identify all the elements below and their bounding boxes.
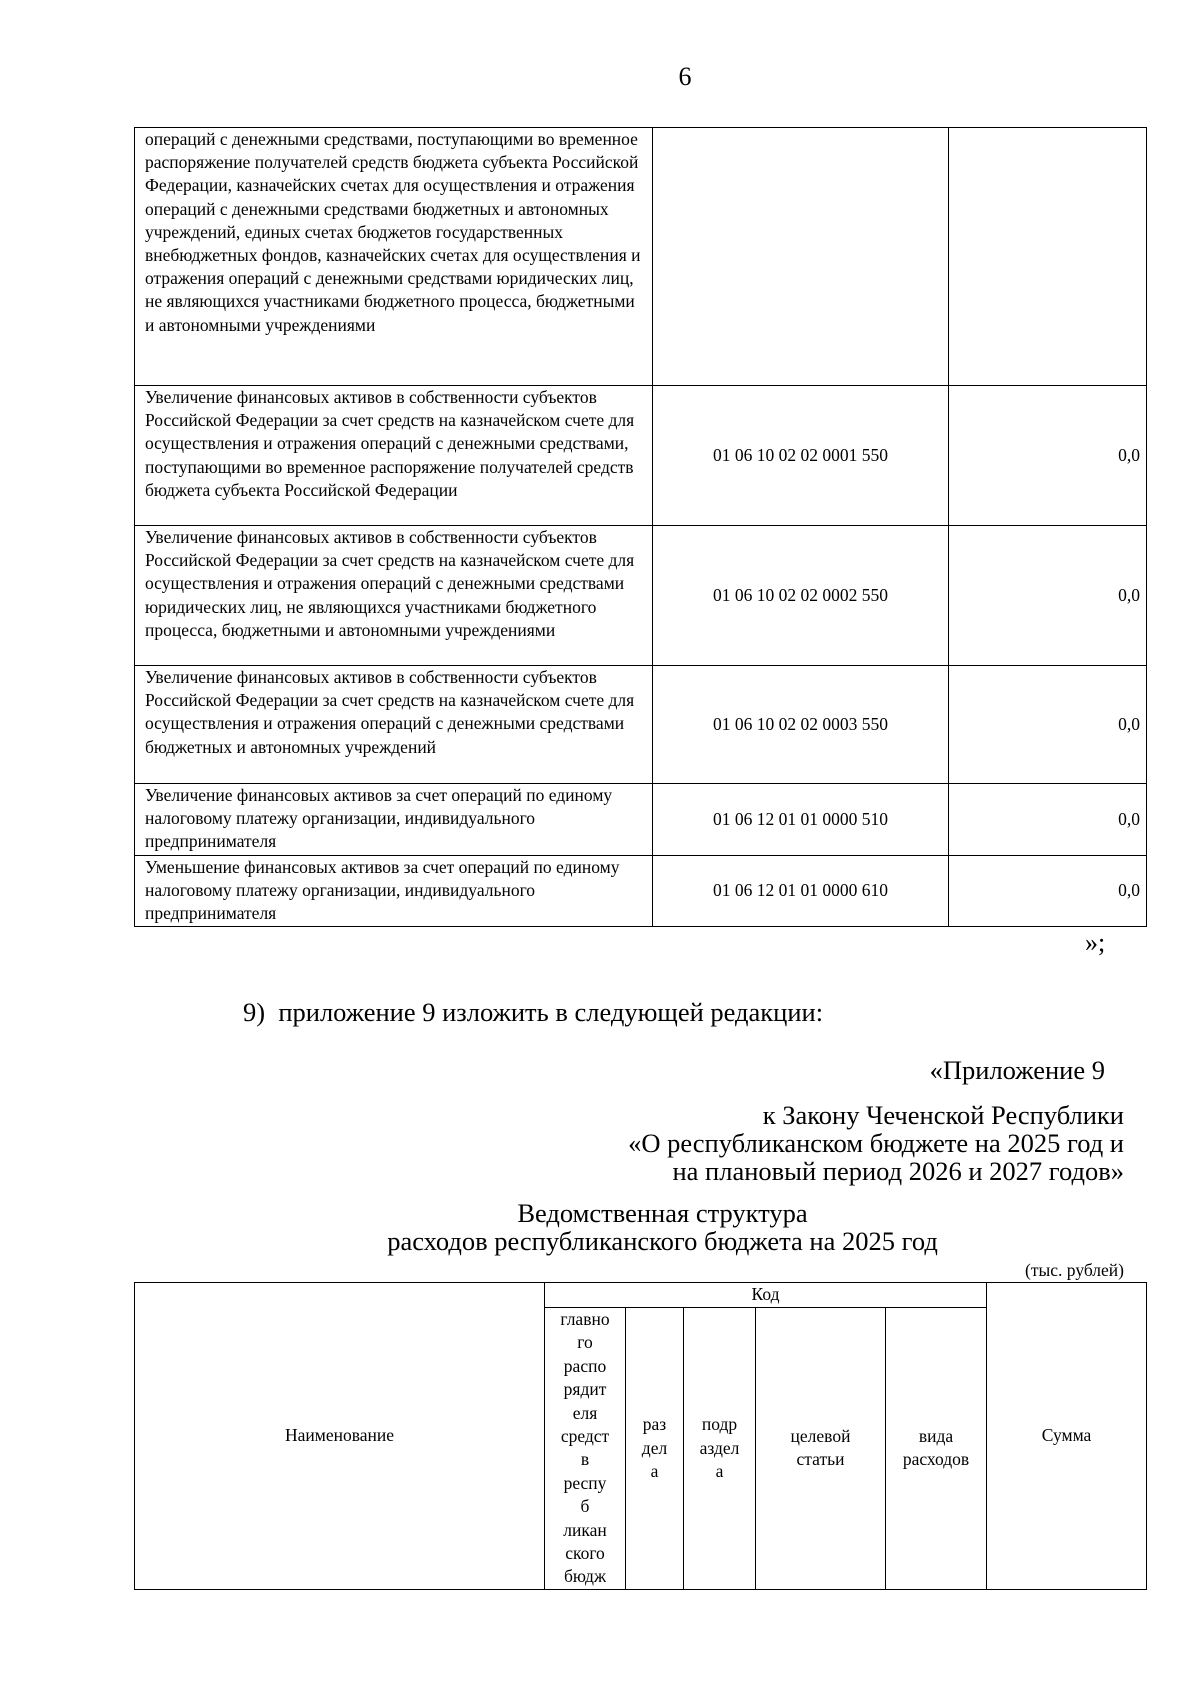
- title-line-1: Ведомственная структура: [517, 1198, 808, 1228]
- table-row: [135, 856, 1147, 927]
- row-value: 0,0: [949, 666, 1147, 784]
- row-name: операций с денежными средствами, поступающими во временное распоряжение получателей средств бюджета субъекта Российской Федерации, казначейских счетах для осуществления и отражения операций с денежными средствами бюджетных и автономных учреждений, единых счетах бюджетов государственных внебюджетных фондов, казначейских счетах для осуществления и отражения операций с денежными средствами юридических лиц, не являющихся участниками бюджетного процесса, бюджетными и автономными учреждениями: [135, 128, 653, 386]
- row-name: Увеличение финансовых активов в собственности субъектов Российской Федерации за счет средств на казначейском счете для осуществления и отражения операций с денежными средствами юридических лиц, не являющихся участниками бюджетного процесса, бюджетными и автономными учреждениями: [135, 526, 653, 666]
- row-code: [653, 128, 949, 386]
- appendix-title: «Приложение 9: [929, 1055, 1105, 1085]
- document-title: [160, 1199, 1165, 1255]
- row-value: 0,0: [949, 526, 1147, 666]
- law-line-1: к Закону Чеченской Республики: [762, 1100, 1124, 1130]
- amendment-item: 9) приложение 9 изложить в следующей редакции:: [243, 997, 824, 1027]
- law-line-2: «О республиканском бюджете на 2025 год и: [628, 1128, 1124, 1158]
- title-line-2: расходов республиканского бюджета на 2025 год: [387, 1226, 938, 1256]
- header-name: Наименование: [135, 1283, 545, 1590]
- closing-quote: »;: [1085, 928, 1106, 957]
- row-code: 01 06 10 02 02 0003 550: [653, 666, 949, 784]
- table-row: [135, 128, 1147, 386]
- row-code: 01 06 10 02 02 0001 550: [653, 386, 949, 526]
- header-subsection: подр аздел а: [684, 1308, 756, 1590]
- law-reference: [424, 1101, 1124, 1185]
- header-target-article: целевой статьи: [756, 1308, 886, 1590]
- header-row-1: [135, 1283, 1147, 1308]
- table-row: [135, 784, 1147, 856]
- header-chief-manager: главно го распо рядит еля средст в респу б ликан ского бюдж: [545, 1308, 626, 1590]
- header-code-group: Код: [545, 1283, 987, 1308]
- table-row: [135, 666, 1147, 784]
- header-sum: Сумма: [987, 1283, 1147, 1590]
- units-label: (тыс. рублей): [1025, 1260, 1124, 1280]
- row-value: 0,0: [949, 386, 1147, 526]
- expenditure-structure-table: [134, 1282, 1147, 1590]
- row-name: Уменьшение финансовых активов за счет операций по единому налоговому платежу организации, индивидуального предпринимателя: [135, 856, 653, 927]
- header-expense-type: вида расходов: [886, 1308, 987, 1590]
- table-row: [135, 386, 1147, 526]
- sources-table: [134, 127, 1147, 927]
- row-code: 01 06 12 01 01 0000 510: [653, 784, 949, 856]
- row-code: 01 06 12 01 01 0000 610: [653, 856, 949, 927]
- header-section: раз дел а: [626, 1308, 684, 1590]
- row-name: Увеличение финансовых активов в собственности субъектов Российской Федерации за счет средств на казначейском счете для осуществления и отражения операций с денежными средствами бюджетных и автономных учреждений: [135, 666, 653, 784]
- row-code: 01 06 10 02 02 0002 550: [653, 526, 949, 666]
- row-value: 0,0: [949, 784, 1147, 856]
- row-name: Увеличение финансовых активов за счет операций по единому налоговому платежу организации, индивидуального предпринимателя: [135, 784, 653, 856]
- row-name: Увеличение финансовых активов в собственности субъектов Российской Федерации за счет средств на казначейском счете для осуществления и отражения операций с денежными средствами, поступающими во временное распоряжение получателей средств бюджета субъекта Российской Федерации: [135, 386, 653, 526]
- page-number: 6: [678, 62, 692, 91]
- table-row: [135, 526, 1147, 666]
- row-value: 0,0: [949, 856, 1147, 927]
- row-value: [949, 128, 1147, 386]
- law-line-3: на плановый период 2026 и 2027 годов»: [672, 1156, 1124, 1186]
